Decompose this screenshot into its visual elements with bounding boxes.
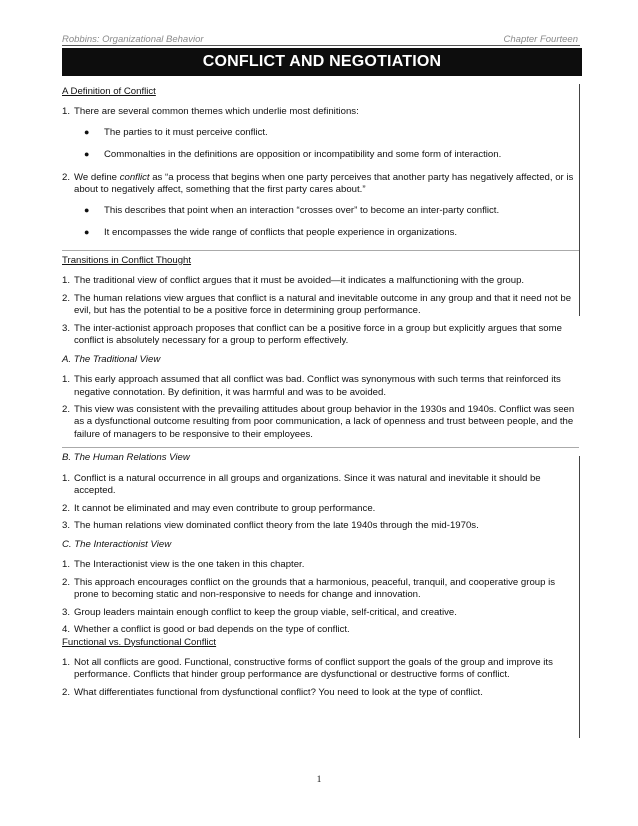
bullet-marker: ● — [84, 126, 90, 137]
bullet-text: Commonalties in the definitions are opposition or incompatibility and some form of interaction. — [104, 149, 502, 161]
item-text: Conflict is a natural occurrence in all groups and organizations. Since it was natural and inevitable it should be accepted. — [74, 472, 541, 497]
item-number: 1. — [62, 106, 71, 118]
item-text: This approach encourages conflict on the grounds that a harmonious, peaceful, tranquil, and cooperative group is prone to becoming static and non-responsive to needs for change and innovation. — [74, 576, 556, 601]
running-header-right: Chapter Fourteen — [503, 34, 578, 45]
item-text-pre: We define — [74, 171, 120, 183]
section-title-definition: A Definition of Conflict — [62, 86, 156, 97]
item-number: 2. — [62, 403, 71, 415]
item-number: 1. — [62, 275, 71, 287]
item-text: It cannot be eliminated and may even contribute to group performance. — [74, 502, 376, 514]
bullet-item — [84, 149, 579, 161]
item-text: The traditional view of conflict argues that it must be avoided—it indicates a malfunctioning with the group. — [74, 275, 525, 287]
list-item — [62, 473, 579, 498]
item-text: The human relations view argues that conflict is a natural and inevitable outcome in any group and that it need not be evil, but has the potential to be a positive force in determining group performance. — [74, 292, 572, 317]
item-number: 2. — [62, 576, 71, 588]
bullet-item — [84, 205, 579, 217]
section-title-interactionist: C. The Interactionist View — [62, 538, 172, 550]
list-item — [62, 559, 579, 571]
item-text — [74, 172, 579, 197]
list-item — [62, 323, 579, 348]
list-item — [62, 657, 579, 682]
item-number: 3. — [62, 322, 71, 334]
item-number: 2. — [62, 292, 71, 304]
item-text: The Interactionist view is the one taken in this chapter. — [74, 559, 305, 571]
item-text: The inter-actionist approach proposes that conflict can be a positive force in a group but explicitly argues that some conflict is absolutely necessary for a group to perform effectively. — [74, 322, 562, 347]
item-text: This view was consistent with the prevailing attitudes about group behavior in the 1930s and 1940s. Conflict was seen as a dysfunctional outcome resulting from poor communication, a lack of openness and trust between people, and the failure of managers to be responsive to their employees. — [74, 403, 575, 440]
item-number: 4. — [62, 624, 71, 636]
item-text: There are several common themes which underlie most definitions: — [74, 106, 359, 118]
list-item — [62, 172, 579, 197]
section-title-transitions: Transitions in Conflict Thought — [62, 250, 579, 267]
item-number: 2. — [62, 502, 71, 514]
item-number: 1. — [62, 657, 71, 668]
item-text: Group leaders maintain enough conflict to keep the group viable, self-critical, and creative. — [74, 606, 457, 618]
margin-bar — [579, 456, 580, 738]
bullet-text: The parties to it must perceive conflict. — [104, 126, 268, 138]
list-item — [62, 503, 579, 515]
list-item — [62, 520, 579, 532]
bullet-item — [84, 127, 579, 139]
list-item — [62, 106, 579, 118]
item-number: 3. — [62, 606, 71, 618]
item-number: 1. — [62, 374, 71, 386]
item-number: 2. — [62, 171, 71, 183]
page-title: CONFLICT AND NEGOTIATION — [62, 48, 582, 76]
item-number: 3. — [62, 520, 71, 532]
bullet-text: It encompasses the wide range of conflicts that people experience in organizations. — [104, 227, 458, 239]
list-item — [62, 607, 579, 619]
item-text: Not all conflicts are good. Functional, constructive forms of conflict support the goals of the group and improve its performance. Conflicts that hinder group performance are dysfunctional or destructive forms of conflict. — [74, 657, 553, 681]
list-item — [62, 624, 579, 636]
running-header-left: Robbins: Organizational Behavior — [62, 34, 204, 45]
item-number: 1. — [62, 472, 71, 484]
bullet-marker: ● — [84, 227, 90, 238]
header-rule — [62, 45, 580, 46]
item-number: 2. — [62, 686, 71, 698]
item-text-post: as “a process that begins when one party perceives that another party has negatively affected, or is about to negatively affect, something that the first party cares about.” — [74, 171, 574, 196]
section-title-traditional: A. The Traditional View — [62, 353, 161, 365]
bullet-marker: ● — [84, 149, 90, 160]
list-item — [62, 374, 579, 399]
item-text: Whether a conflict is good or bad depends on the type of conflict. — [74, 624, 350, 636]
bullet-marker: ● — [84, 204, 90, 215]
section-title-human-relations: B. The Human Relations View — [62, 447, 579, 464]
bullet-item — [84, 227, 579, 239]
list-item — [62, 293, 579, 318]
page-number: 1 — [316, 774, 322, 785]
item-text: The human relations view dominated conflict theory from the late 1940s through the mid-1970s. — [74, 520, 479, 532]
item-text: What differentiates functional from dysfunctional conflict? You need to look at the type of conflict. — [74, 686, 483, 698]
list-item — [62, 687, 579, 699]
list-item — [62, 404, 579, 441]
defined-term: conflict — [119, 171, 150, 183]
item-text: This early approach assumed that all conflict was bad. Conflict was synonymous with such terms that reinforced its negative connotation. By definition, it was harmful and was to be avoided. — [74, 374, 561, 398]
margin-bar — [579, 84, 580, 316]
section-title-functional: Functional vs. Dysfunctional Conflict — [62, 636, 217, 648]
bullet-text: This describes that point when an interaction “crosses over” to become an inter-party conflict. — [104, 204, 500, 216]
item-number: 1. — [62, 559, 71, 571]
list-item — [62, 577, 579, 602]
list-item — [62, 275, 579, 287]
document-body — [62, 80, 579, 704]
